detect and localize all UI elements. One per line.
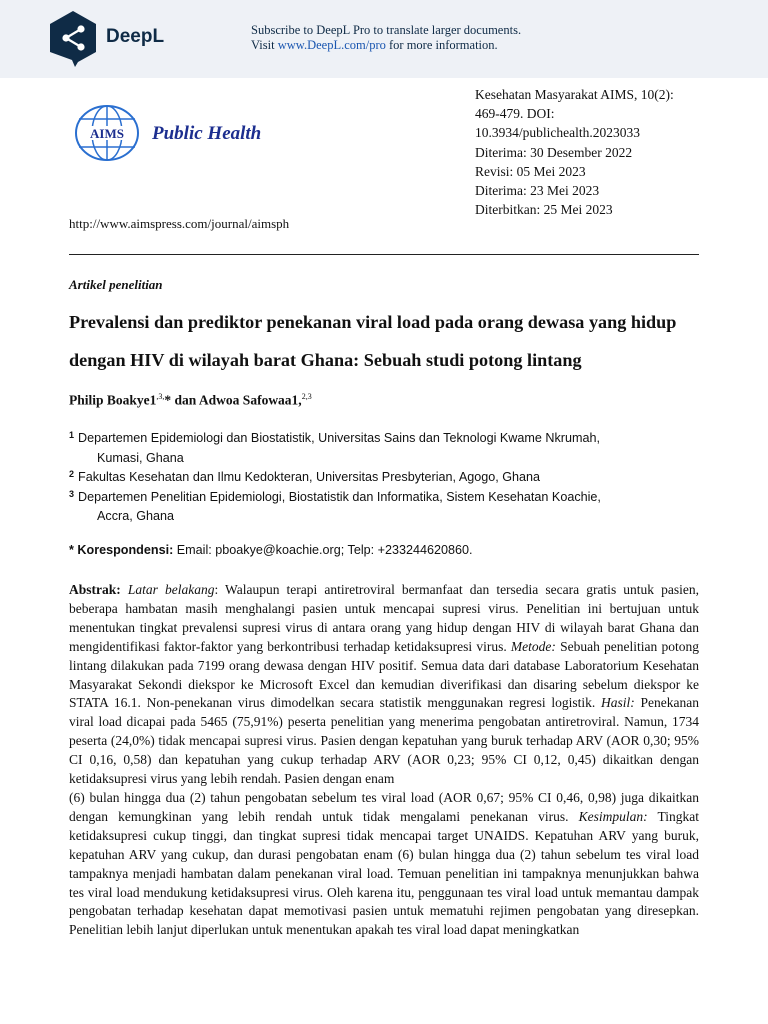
affiliation-city: Accra, Ghana: [97, 509, 175, 523]
author-1-affil: ,3,: [156, 392, 165, 401]
author-2-affil: 2,3: [301, 392, 312, 401]
correspondence: [69, 543, 473, 557]
abstract: [69, 581, 699, 1001]
abstract-para-2: [69, 789, 699, 940]
affiliations: [69, 429, 709, 527]
aims-logo-text: AIMS: [90, 126, 124, 141]
abstract-para-1: [69, 582, 699, 786]
banner-line-2: [251, 38, 521, 53]
journal-url[interactable]: http://www.aimspress.com/journal/aimsph: [69, 216, 290, 231]
affiliation-item: [69, 429, 709, 468]
journal-info-line: Diterima: 23 Mei 2023: [475, 183, 600, 199]
banner-line-1: Subscribe to DeepL Pro to translate larger documents.: [251, 23, 522, 37]
background-label: Latar belakang: [127, 582, 215, 597]
affiliation-number: 3: [69, 488, 75, 499]
article-type: Artikel penelitian: [69, 277, 163, 292]
journal-brand: Public Health: [152, 123, 262, 144]
affiliation-item: [69, 468, 709, 488]
banner-visit-text: Visit: [251, 38, 278, 52]
author-1: Philip Boakye1: [69, 392, 157, 408]
deepl-banner: [0, 0, 768, 78]
affiliation-item: [69, 488, 709, 527]
journal-info: [475, 85, 674, 219]
abstract-label: Abstrak:: [69, 582, 121, 597]
affiliation-text: Fakultas Kesehatan dan Ilmu Kedokteran, Universitas Presbyterian, Agogo, Ghana: [78, 470, 541, 484]
affiliation-city: Kumasi, Ghana: [97, 450, 184, 465]
journal-info-line: Diterbitkan: 25 Mei 2023: [475, 202, 613, 218]
journal-info-line: Kesehatan Masyarakat AIMS, 10(2):: [475, 87, 674, 102]
methods-label: Metode:: [510, 638, 556, 654]
banner-info-text: for more information.: [385, 38, 498, 52]
header-divider: [69, 254, 699, 255]
banner-message: [251, 23, 521, 53]
journal-info-line: Revisi: 05 Mei 2023: [475, 163, 586, 179]
affiliation-text: Departemen Penelitian Epidemiologi, Biostatistik dan Informatika, Sistem Kesehatan Koachie,: [78, 489, 601, 504]
deepl-brand[interactable]: DeepL: [106, 26, 165, 47]
affiliation-text: Departemen Epidemiologi dan Biostatistik, Universitas Sains dan Teknologi Kwame Nkrumah,: [78, 431, 600, 445]
journal-info-line: 469-479. DOI:: [475, 106, 555, 122]
journal-info-line: 10.3934/publichealth.2023033: [475, 125, 640, 141]
deepl-pro-link[interactable]: www.DeepL.com/pro: [277, 38, 386, 52]
results-text: Penekanan viral load dicapai pada 5465 (75,91%) peserta penelitian yang menerima pengobatan antiretroviral. Namun, 1734 peserta (24,0%) tidak mencapai supresi virus. Pasien dengan kepatuhan yang buruk terhadap ARV (AOR 0,30; 95% CI 0,16, 0,58) dan kepatuhan yang cukup terhadap ARV (AOR 0,23; 95% CI 0,12, 0,45) dikaitkan dengan ketidaksupresi virus yang lebih rendah. Pasien dengan enam: [69, 695, 699, 787]
aims-globe-logo: [74, 104, 140, 162]
background-text: : Walaupun terapi antiretroviral bermanfaat dan tersedia secara gratis untuk pasien, beberapa hambatan masih menghalangi pasien untuk mencapai supresi virus. Penelitian ini bertujuan untuk menentukan tingkat prevalensi supresi virus di antara orang yang hidup dengan HIV di wilayah barat Ghana dan mengidentifikasi faktor-faktor yang berkontribusi terhadap ketidaksupresi virus.: [69, 582, 699, 654]
correspondence-text: Email: pboakye@koachie.org; Telp: +233244620860.: [173, 543, 473, 557]
results-label: Hasil:: [601, 695, 635, 711]
authors: [69, 392, 312, 409]
deepl-share-icon[interactable]: [48, 10, 98, 68]
conclusion-text: Tingkat ketidaksupresi cukup tinggi, dan tingkat supresi tidak mencapai target UNAIDS. Kepatuhan ARV yang buruk, kepatuhan ARV yang cukup, dan durasi pengobatan enam (6) bulan hingga dua (2) tahun sebelum tes viral load tampaknya menjadi hambatan dalam penekanan viral load. Temuan penelitian ini tampaknya menunjukkan bahwa tes viral load mendukung ketidaksupresi virus. Oleh karena itu, penggunaan tes viral load untuk memantau dampak pengobatan terhadap kesehatan dapat memotivasi pasien untuk mematuhi rejimen pengobatan yang diresepkan. Penelitian lebih lanjut diperlukan untuk menentukan apakah tes viral load dapat meningkatkan: [69, 808, 699, 938]
methods-text: Sebuah penelitian potong lintang dilakukan pada 7199 orang dewasa dengan HIV positif. Semua data dari database Laboratorium Kesehatan Masyarakat Sekondi diekspor ke Microsoft Excel dan kemudian diverifikasi dan disaring sebelum diekspor ke STATA 16.1. Non-penekanan virus dimodelkan secara statistik menggunakan regresi logistik.: [69, 638, 699, 711]
article-title: Prevalensi dan prediktor penekanan viral load pada orang dewasa yang hidup dengan HIV di wilayah barat Ghana: Sebuah studi potong lintang: [69, 312, 677, 370]
affiliation-number: 2: [69, 469, 75, 479]
author-2: * dan Adwoa Safowaa1,: [164, 392, 302, 408]
journal-info-line: Diterima: 30 Desember 2022: [475, 144, 633, 160]
correspondence-label: * Korespondensi:: [69, 543, 174, 557]
conclusion-label: Kesimpulan:: [578, 808, 648, 824]
affiliation-number: 1: [69, 430, 75, 440]
results-text-cont: (6) bulan hingga dua (2) tahun pengobatan sebelum tes viral load (AOR 0,67; 95% CI 0,46, 0,98) juga dikaitkan dengan kemungkinan yang lebih rendah untuk tidak mengalami penekanan virus.: [69, 789, 699, 824]
